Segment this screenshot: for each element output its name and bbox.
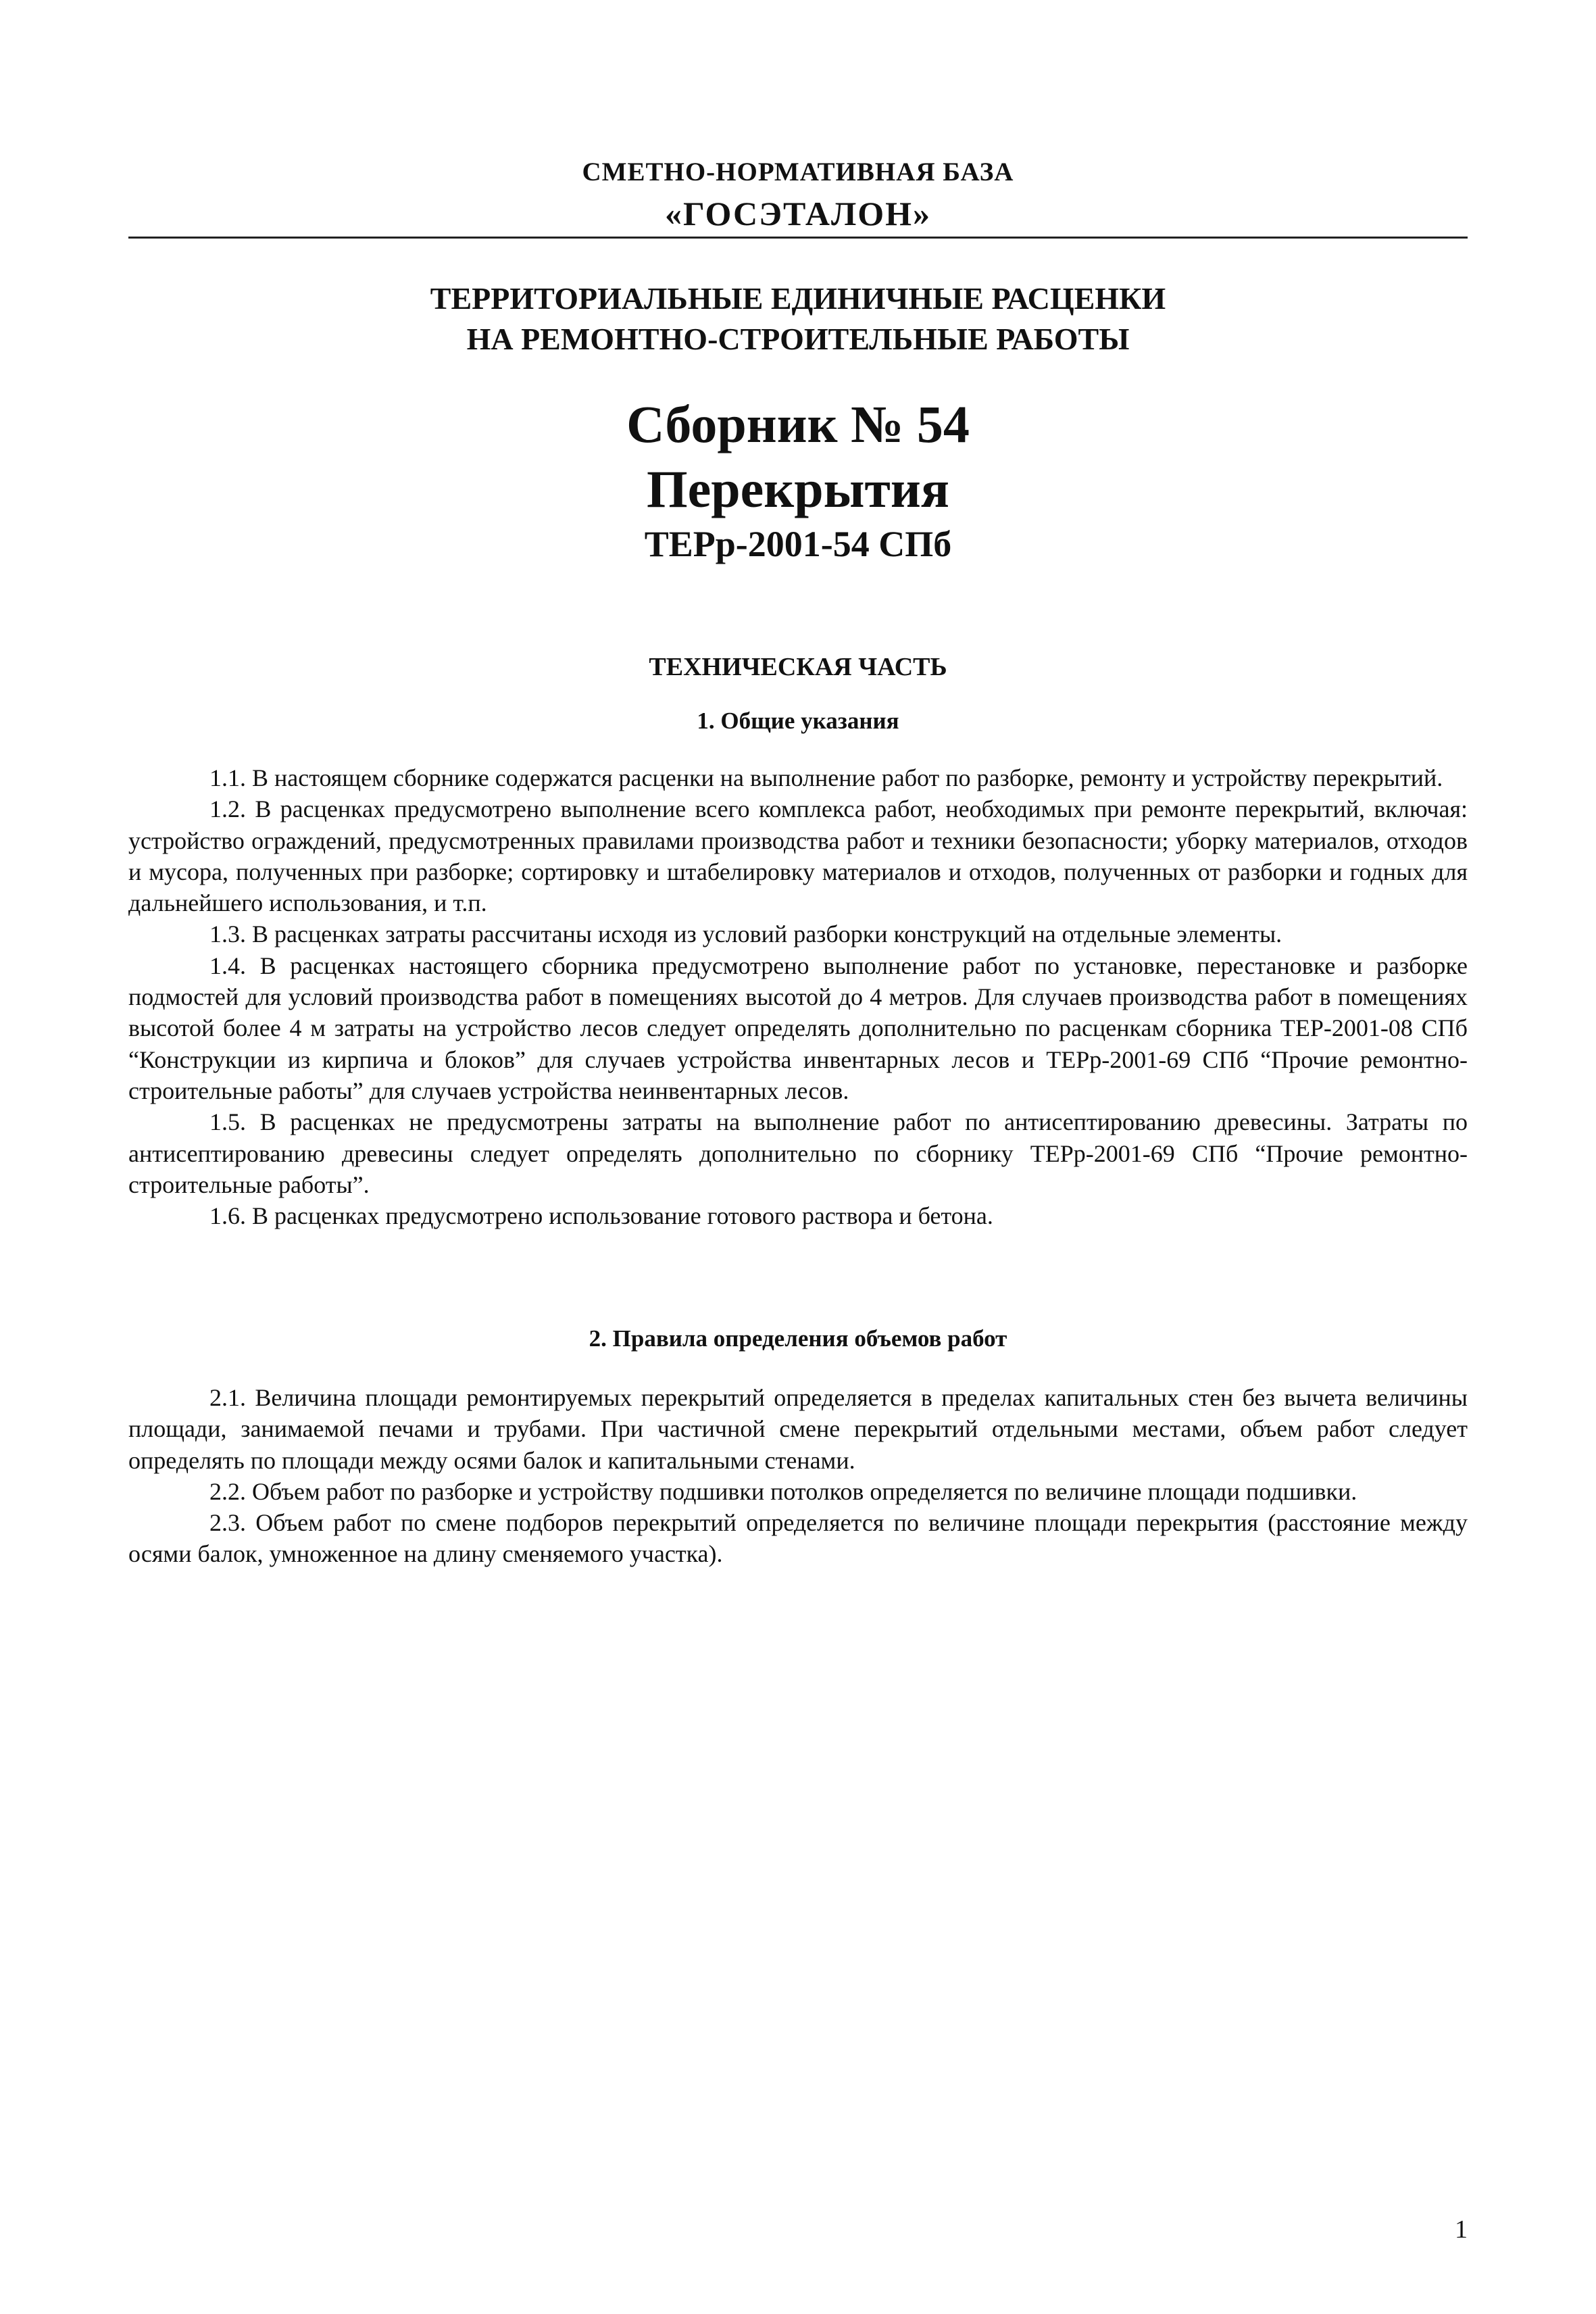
technical-part-heading: ТЕХНИЧЕСКАЯ ЧАСТЬ (649, 653, 947, 681)
document-code: ТЕРр-2001-54 СПб (644, 524, 952, 564)
document-title (128, 278, 1468, 360)
paragraph-1-2: 1.2. В расценках предусмотрено выполнение всего комплекса работ, необходимых при ремонте перекрытий, включая: устройство ограждений, предусмотренных правилами производства работ и техники безопасности; уборку материалов, отходов и мусора, полученных при разборке; сортировку и штабелировку материалов и отходов, полученных от разборки и годных для дальнейшего использования, и т.п. (128, 795, 1468, 917)
paragraph-1-4: 1.4. В расценках настоящего сборника предусмотрено выполнение работ по установке, перестановке и разборке подмостей для условий производства работ в помещениях высотой до 4 метров. Для случаев производства работ в помещениях высотой более 4 м затраты на устройство лесов следует определять дополнительно по расценкам сборника ТЕР-2001-08 СПб “Конструкции из кирпича и блоков” для случаев устройства инвентарных лесов и ТЕРр-2001-69 СПб “Прочие ремонтно-строительные работы” для случаев устройства неинвентарных лесов. (128, 952, 1468, 1104)
header-divider (128, 237, 1468, 239)
paragraph-2-2: 2.2. Объем работ по разборке и устройству подшивки потолков определяется по величине площади подшивки. (209, 1477, 1357, 1505)
base-name: «ГОСЭТАЛОН» (664, 195, 932, 232)
document-title-line-2: НА РЕМОНТНО-СТРОИТЕЛЬНЫЕ РАБОТЫ (466, 322, 1130, 356)
section-2-heading: 2. Правила определения объемов работ (589, 1325, 1007, 1352)
collection-subject: Перекрытия (647, 460, 949, 518)
page-number: 1 (1455, 2215, 1468, 2244)
section-1-body (128, 762, 1468, 1231)
section-2-body (128, 1382, 1468, 1570)
paragraph-1-3: 1.3. В расценках затраты рассчитаны исходя из условий разборки конструкций на отдельные элементы. (209, 920, 1282, 948)
collection-number: Сборник № 54 (626, 395, 970, 453)
paragraph-2-3: 2.3. Объем работ по смене подборов перекрытий определяется по величине площади перекрытия (расстояние между осями балок, умноженное на длину сменяемого участка). (128, 1509, 1468, 1568)
paragraph-1-5: 1.5. В расценках не предусмотрены затраты на выполнение работ по антисептированию древесины. Затраты по антисептированию древесины следует определять дополнительно по сборнику ТЕРр-2001-69 СПб “Прочие ремонтно-строительные работы”. (128, 1108, 1468, 1198)
paragraph-1-1: 1.1. В настоящем сборнике содержатся расценки на выполнение работ по разборке, ремонту и устройству перекрытий. (209, 764, 1443, 791)
base-title: СМЕТНО-НОРМАТИВНАЯ БАЗА (582, 157, 1014, 187)
section-1-heading: 1. Общие указания (697, 708, 899, 734)
collection-title (128, 392, 1468, 522)
paragraph-1-6: 1.6. В расценках предусмотрено использование готового раствора и бетона. (209, 1202, 993, 1230)
document-title-line-1: ТЕРРИТОРИАЛЬНЫЕ ЕДИНИЧНЫЕ РАСЦЕНКИ (430, 281, 1166, 316)
paragraph-2-1: 2.1. Величина площади ремонтируемых перекрытий определяется в пределах капитальных стен без вычета величины площади, занимаемой печами и трубами. При частичной смене перекрытий отдельными местами, объем работ следует определять по площади между осями балок и капитальными стенами. (128, 1384, 1468, 1474)
